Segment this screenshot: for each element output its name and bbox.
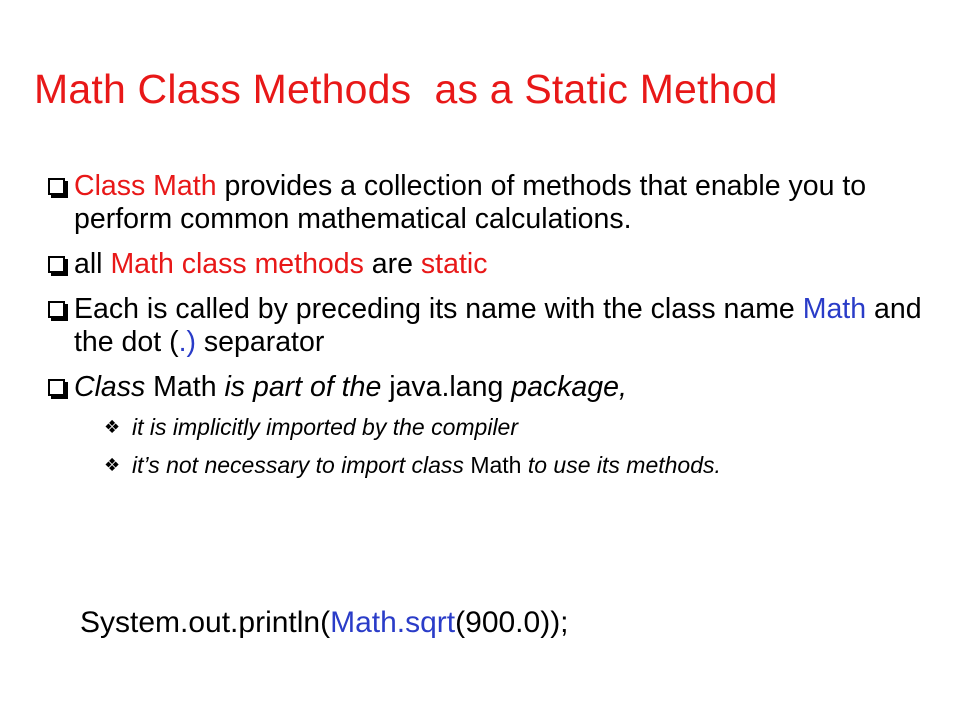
text-math-class-methods: Math class methods bbox=[110, 248, 364, 280]
text-b3-math: Math bbox=[802, 293, 867, 325]
text-b3-part3: separator bbox=[196, 326, 325, 358]
text-all: all bbox=[74, 248, 111, 280]
checkbox-bullet-icon bbox=[48, 178, 65, 195]
text-b3-part1: Each is called by preceding its name with the class name bbox=[74, 293, 803, 325]
code-suffix: (900.0)); bbox=[455, 606, 569, 639]
text-b3-part2: and the dot ( bbox=[74, 293, 922, 358]
checkbox-bullet-icon bbox=[48, 379, 65, 396]
text-b4-java-lang: java.lang bbox=[381, 371, 512, 403]
text-sub2-math: Math bbox=[470, 452, 522, 478]
text-b4-is-part-of: is part of the bbox=[224, 371, 382, 403]
checkbox-bullet-icon bbox=[48, 256, 65, 273]
slide-title: Math Class Methods as a Static Method bbox=[34, 66, 778, 112]
text-b1-rest: provides a collection of methods that enable you to perform common mathematical calculations. bbox=[74, 170, 867, 235]
text-sub2-part2: to use its methods. bbox=[521, 452, 721, 478]
bullet-list bbox=[48, 170, 928, 490]
text-class-math: Class Math bbox=[74, 170, 217, 202]
text-b3-dot: .) bbox=[178, 326, 196, 358]
text-sub2-part1: it’s not necessary to import class bbox=[132, 452, 471, 478]
subbullet-implicit-import bbox=[48, 414, 928, 440]
bullet-class-math bbox=[48, 170, 928, 236]
text-static: static bbox=[420, 248, 488, 280]
code-example bbox=[80, 606, 569, 640]
code-call: Math.sqrt bbox=[330, 606, 456, 639]
text-sub1: it is implicitly imported by the compiler bbox=[132, 414, 519, 440]
bullet-all-static bbox=[48, 248, 928, 281]
diamond-bullet-icon: ❖ bbox=[104, 455, 121, 475]
diamond-bullet-icon: ❖ bbox=[104, 417, 121, 437]
code-prefix: System.out.println( bbox=[80, 606, 331, 639]
bullet-called-by bbox=[48, 293, 928, 359]
text-are: are bbox=[363, 248, 421, 280]
bullet-java-lang bbox=[48, 371, 928, 404]
text-b4-class: Class bbox=[74, 371, 146, 403]
text-b4-package: package, bbox=[511, 371, 627, 403]
text-b4-math: Math bbox=[145, 371, 225, 403]
checkbox-bullet-icon bbox=[48, 301, 65, 318]
subbullet-not-necessary bbox=[48, 452, 928, 478]
